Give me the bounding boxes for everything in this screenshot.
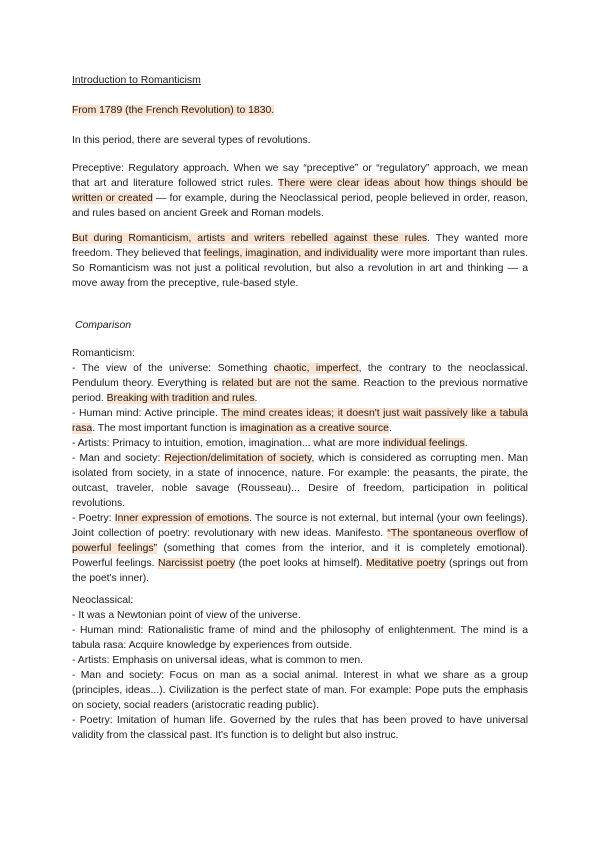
romanticism-mind (72, 406, 528, 436)
highlight-run: “The spontaneous overflow of powerful feelings” (72, 528, 528, 554)
text-run: . Reaction to the previous normative period. (72, 378, 528, 404)
text-run: . They wanted more freedom. They believed that (72, 233, 529, 259)
intro-line: In this period, there are several types of revolutions. (72, 135, 311, 146)
text-run: were more important than rules. So Romanticism was not just a political revolution, but also a revolution in art and thinking — a move away from the preceptive, rule-based style. (72, 248, 528, 289)
neoclassical-section (72, 593, 528, 743)
neoclassical-universe: - It was a Newtonian point of view of the universe. (72, 610, 301, 621)
rebellion-paragraph (72, 231, 528, 291)
text-run: - Man and society: (72, 453, 165, 464)
text-run: - Poetry: (72, 513, 115, 524)
text-run: (something that comes from the interior, and it is completely emotional). Powerful feelings. (72, 543, 528, 569)
highlight-run: There were clear ideas about how things should be written or created (72, 178, 528, 204)
period-highlight: From 1789 (the French Revolution) to 1830. (72, 105, 275, 116)
highlight-run: Breaking with tradition and rules (106, 393, 255, 404)
text-run: - The view of the universe: Something (72, 363, 274, 374)
neoclassical-heading: Neoclassical: (72, 595, 134, 606)
neoclassical-poetry: - Poetry: Imitation of human life. Governed by the rules that has been proved to have universal validity from the classical past. It's function is to delight but also instruc. (72, 715, 528, 741)
highlight-run: imagination as a creative source (239, 423, 389, 434)
text-run: . (254, 393, 258, 404)
text-run: , which is considered as corrupting men. Man isolated from society, in a state of innocence, nature. For example: the peasants, the pirate, the outcast, traveler, noble savage (Rousseau)... Desire of freedom, participation in political revolutions. (72, 453, 528, 509)
highlight-run: chaotic, imperfect (273, 363, 359, 374)
highlight-run: Narcissist poetry (157, 558, 236, 569)
text-run: . (464, 438, 468, 449)
page-title: Introduction to Romanticism (72, 75, 201, 86)
text-run: , the contrary to the neoclassical. Pendulum theory. Everything is (72, 363, 528, 389)
text-run: Preceptive: Regulatory approach. When we say “preceptive” or “regulatory” approach, we mean that art and literature followed strict rules. (72, 163, 528, 189)
highlight-run: The mind creates ideas; it doesn't just wait passively like a tabula rasa (72, 408, 528, 434)
neoclassical-mind: - Human mind: Rationalistic frame of mind and the philosophy of enlightenment. The mind is a tabula rasa: Acquire knowledge by experiences from outside. (72, 625, 528, 651)
period-line (72, 103, 528, 118)
comparison-heading: Comparison (75, 320, 132, 331)
text-run: . (388, 423, 392, 434)
romanticism-heading: Romanticism: (72, 348, 135, 359)
preceptive-paragraph (72, 161, 528, 221)
highlight-run: feelings, imagination, and individuality (203, 248, 379, 259)
highlight-run: Inner expression of emotions (114, 513, 250, 524)
text-run: - Artists: Primacy to intuition, emotion, imagination... what are more (72, 438, 383, 449)
highlight-run: individual feelings (382, 438, 465, 449)
romanticism-section (72, 346, 528, 586)
romanticism-poetry (72, 511, 528, 586)
text-run: - Human mind: Active principle. (72, 408, 222, 419)
text-run: — for example, during the Neoclassical period, people believed in order, reason, and rules based on ancient Greek and Roman models. (72, 193, 528, 219)
text-run: (the poet looks at himself). (235, 558, 366, 569)
highlight-run: But during Romanticism, artists and writers rebelled against these rules (72, 233, 428, 244)
text-run: (springs out from the poet's inner). (72, 558, 528, 584)
neoclassical-society: - Man and society: Focus on man as a social animal. Interest in what we share as a group (principles, ideas...). Civilization is the perfect state of man. For example: Pope puts the emphasis on society, social readers (aristocratic reading public). (72, 670, 528, 711)
text-run: . The source is not external, but internal (your own feelings). Joint collection of poetry: revolutionary with new ideas. Manifesto. (72, 513, 528, 539)
highlight-run: related but are not the same (221, 378, 357, 389)
highlight-run: Meditative poetry (365, 558, 446, 569)
neoclassical-artists: - Artists: Emphasis on universal ideas, what is common to men. (72, 655, 364, 666)
romanticism-universe (72, 361, 528, 406)
romanticism-society (72, 451, 528, 511)
highlight-run: Rejection/delimitation of society (164, 453, 312, 464)
romanticism-artists (72, 436, 528, 451)
text-run: . The most important function is (92, 423, 240, 434)
